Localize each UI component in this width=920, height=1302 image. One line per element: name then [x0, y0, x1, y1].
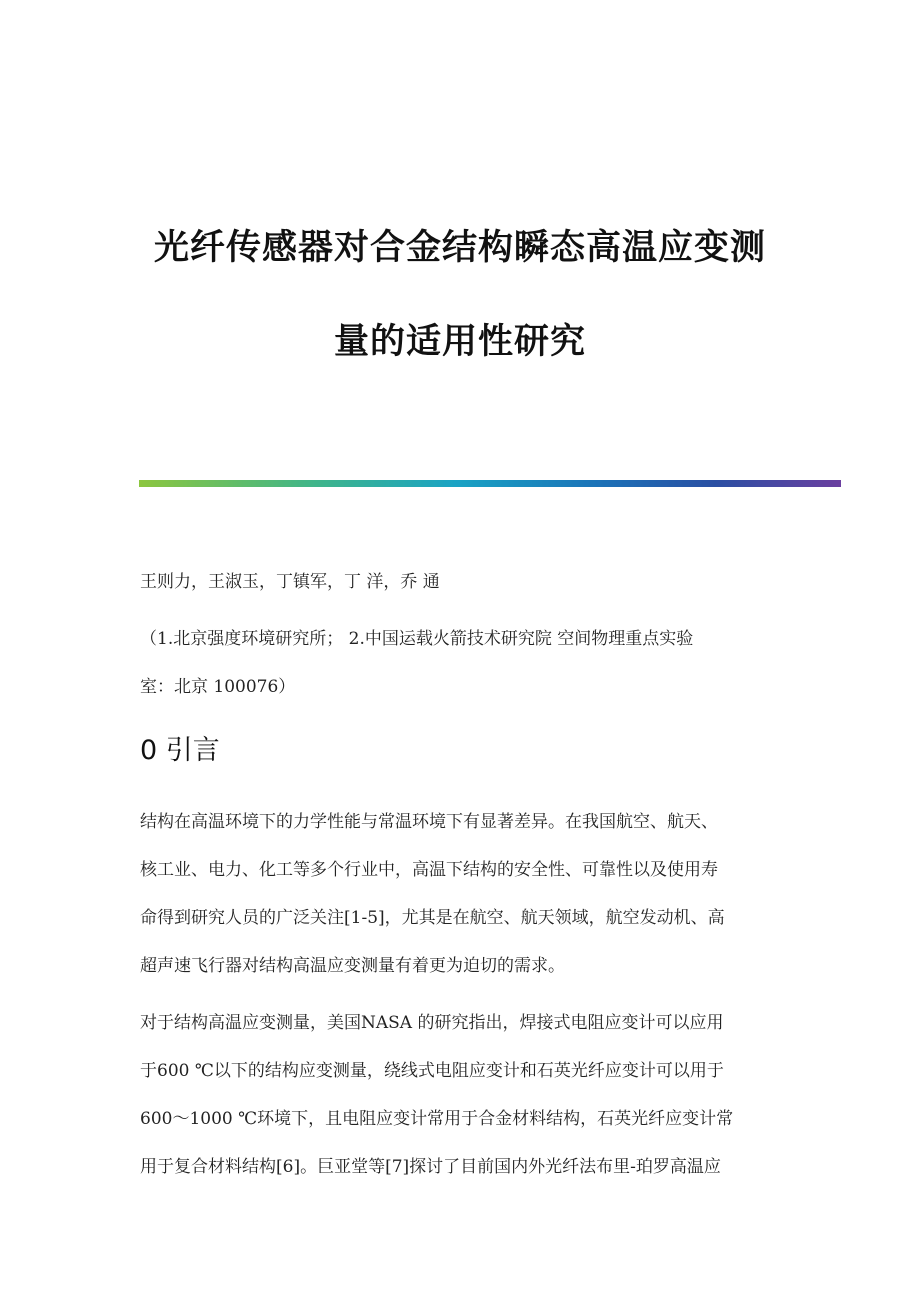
section-heading: 0 引言: [140, 735, 220, 766]
affiliation-line-2: 室：北京 100076）: [140, 677, 296, 697]
paragraph-1-line: 结构在高温环境下的力学性能与常温环境下有显著差异。在我国航空、航天、: [140, 812, 718, 832]
affiliation-line-1: （1.北京强度环境研究所； 2.中国运载火箭技术研究院 空间物理重点实验: [140, 629, 694, 649]
title-line-2: 量的适用性研究: [333, 322, 586, 362]
author-list: 王则力，王淑玉，丁镇军，丁 洋，乔 通: [140, 572, 440, 592]
paragraph-2-line: 用于复合材料结构[6]。巨亚堂等[7]探讨了目前国内外光纤法布里-珀罗高温应: [140, 1157, 721, 1177]
paragraph-2-line: 600～1000 ℃环境下，且电阻应变计常用于合金材料结构，石英光纤应变计常: [140, 1109, 734, 1129]
paragraph-1-line: 核工业、电力、化工等多个行业中，高温下结构的安全性、可靠性以及使用寿: [140, 860, 718, 880]
paragraph-1-line: 命得到研究人员的广泛关注[1-5]，尤其是在航空、航天领域，航空发动机、高: [140, 908, 725, 928]
paragraph-1-line: 超声速飞行器对结构高温应变测量有着更为迫切的需求。: [140, 956, 565, 976]
paragraph-2-line: 于600 ℃以下的结构应变测量，绕线式电阻应变计和石英光纤应变计可以用于: [140, 1061, 724, 1081]
title-line-1: 光纤传感器对合金结构瞬态高温应变测: [153, 228, 766, 268]
paragraph-2-line: 对于结构高温应变测量，美国NASA 的研究指出，焊接式电阻应变计可以应用: [140, 1013, 724, 1033]
gradient-divider: [139, 480, 841, 487]
